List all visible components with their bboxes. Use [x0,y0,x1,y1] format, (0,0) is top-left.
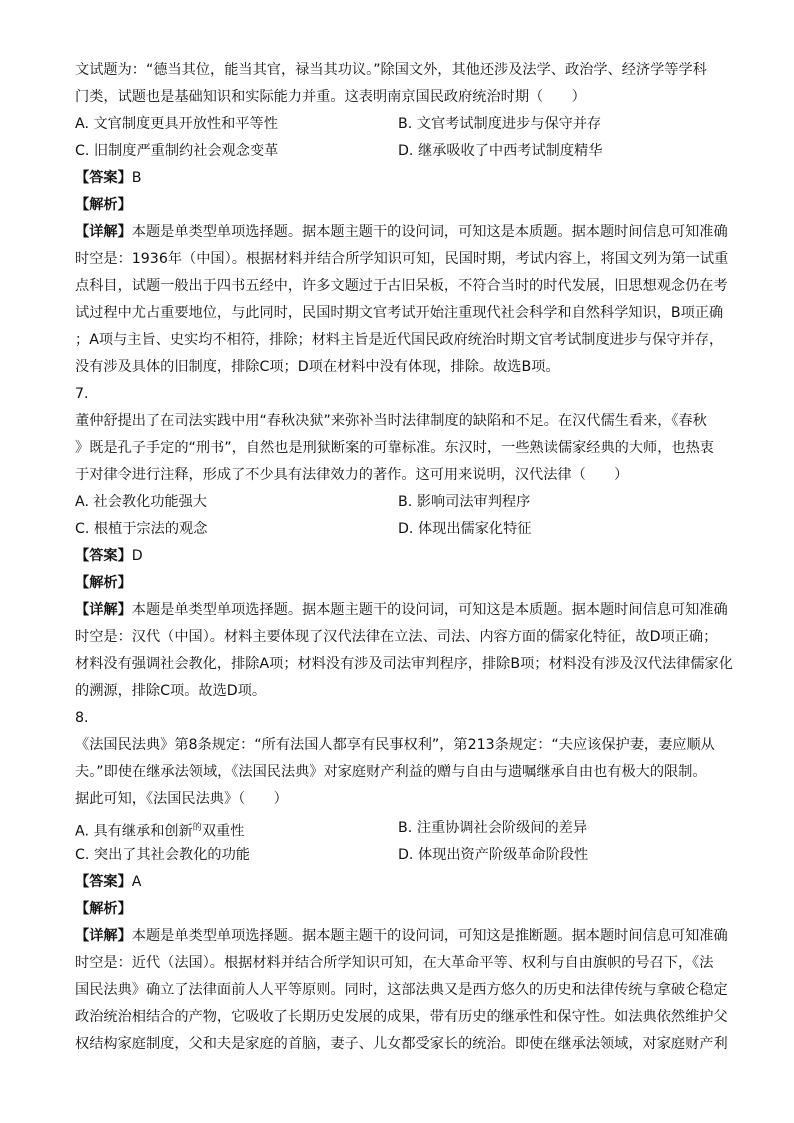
answer-value: D [131,548,143,564]
detail-text: 本题是单类型单项选择题。据本题主题干的设问词，可知这是推断题。据本题时间信息可知准确 [131,928,728,944]
answer-value: A [131,874,142,890]
detail-label: 【详解】 [75,224,132,240]
answer-label: 【答案】 [75,874,132,890]
q8-option-b: B. 注重协调社会阶级间的差异 [398,820,588,836]
detail-text: 本题是单类型单项选择题。据本题主题干的设问词，可知这是本质题。据本题时间信息可知准确 [131,224,728,240]
q6-answer [75,168,142,188]
q8-detail-line-3: 国民法典》确立了法律面前人人平等原则。同时，这部法典又是西方悠久的历史和法律传统与拿破仑稳定 [75,982,728,998]
q8-analysis-label [75,899,132,919]
q6-analysis-label [75,195,132,215]
q7-number: 7. [75,386,89,402]
q8-stem-line-2: 夫。”即使在继承法领域，《法国民法典》对家庭财产利益的赠与自由与遗嘱继承自由也有极大的限制。 [75,764,707,780]
detail-label: 【详解】 [75,928,132,944]
q7-option-d: D. 体现出儒家化特征 [398,521,532,537]
q6-detail-line-4: 试过程中尤占重要地位，与此同时，民国时期文官考试开始注重现代社会科学和自然科学知识，B项正确 [75,305,724,321]
option-a-text-end: 双重性 [201,823,245,840]
answer-value: B [131,170,142,186]
q7-detail-line-3: 材料没有强调社会教化，排除A项；材料没有涉及司法审判程序，排除B项；材料没有涉及汉代法律儒家化 [75,656,733,672]
q6-option-d: D. 继承吸收了中西考试制度精华 [398,143,603,159]
q6-detail-line-5: ；A项与主旨、史实均不相符，排除；材料主旨是近代国民政府统治时期文官考试制度进步与保守并存， [75,332,724,348]
q6-detail-line-6: 没有涉及具体的旧制度，排除C项；D项在材料中没有体现，排除。故选B项。 [75,359,560,375]
q8-detail-line-2: 时空是：近代（法国）。根据材料并结合所学知识可知，在大革命平等、权利与自由旗帜的号召下，《法 [75,955,714,971]
analysis-label: 【解析】 [75,197,132,213]
q7-analysis-label [75,573,132,593]
q7-stem-line-3: 于对律令进行注释，形成了不少具有法律效力的著作。这可用来说明，汉代法律（ ） [75,467,629,483]
q8-option-a [75,818,244,842]
q6-option-c: C. 旧制度严重制约社会观念变革 [75,143,279,159]
q6-detail-line-2: 时空是：1936年（中国）。根据材料并结合所学知识可知，民国时期，考试内容上，将国文列为第一试重 [75,251,729,267]
q7-option-a: A. 社会教化功能强大 [75,494,207,510]
q6-stem-line-2: 门类，试题也是基础知识和实际能力并重。这表明南京国民政府统治时期（ ） [75,89,586,105]
q8-option-d: D. 体现出资产阶级革命阶段性 [398,847,589,863]
q6-detail-line-1 [75,222,728,242]
q8-detail-line-5: 权结构家庭制度，父和夫是家庭的首脑，妻子、儿女都受家长的统治。即使在继承法领域，对家庭财产利 [75,1036,728,1052]
q6-stem-line-1: 文试题为：“德当其位，能当其官，禄当其功议。”除国文外，其他还涉及法学、政治学、经济学等学科 [75,62,707,78]
q7-answer [75,546,143,566]
q7-detail-line-2: 时空是：汉代（中国）。材料主要体现了汉代法律在立法、司法、内容方面的儒家化特征，故D项正确； [75,629,718,645]
answer-label: 【答案】 [75,548,132,564]
analysis-label: 【解析】 [75,575,132,591]
q8-stem-line-1: 《法国民法典》第8条规定：“所有法国人都享有民事权利”，第213条规定：“夫应该保护妻，妻应顺从 [75,737,715,753]
analysis-label: 【解析】 [75,901,132,917]
option-a-text-start: A. 具有继承和创新 [75,823,193,840]
q8-answer [75,872,141,892]
q8-option-c: C. 突出了其社会教化的功能 [75,847,250,863]
q8-number: 8. [75,710,89,726]
q7-option-c: C. 根植于宗法的观念 [75,521,208,537]
q7-detail-line-1 [75,600,728,620]
q7-detail-line-4: 的溯源，排除C项。故选D项。 [75,683,267,699]
q8-stem-line-3: 据此可知，《法国民法典》（ ） [75,791,288,807]
q6-option-b: B. 文官考试制度进步与保守并存 [398,116,602,132]
q7-stem-line-1: 董仲舒提出了在司法实践中用“春秋决狱”来弥补当时法律制度的缺陷和不足。在汉代儒生看来，《春秋 [75,413,707,429]
q6-detail-line-3: 点科目，试题一般出于四书五经中，许多文题过于古旧呆板，不符合当时的时代发展，旧思想观念仍在考 [75,278,728,294]
q6-option-a: A. 文官制度更具开放性和平等性 [75,116,278,132]
q7-option-b: B. 影响司法审判程序 [398,494,531,510]
detail-label: 【详解】 [75,602,132,618]
detail-text: 本题是单类型单项选择题。据本题主题干的设问词，可知这是本质题。据本题时间信息可知准确 [131,602,728,618]
option-a-mark: 的 [192,823,202,833]
q8-detail-line-4: 政治统治相结合的产物，它吸收了长期历史发展的成果，带有历史的继承性和保守性。如法典依然维护父 [75,1009,728,1025]
answer-label: 【答案】 [75,170,132,186]
q8-detail-line-1 [75,926,728,946]
q7-stem-line-2: 》既是孔子手定的“刑书”，自然也是刑狱断案的可靠标准。东汉时，一些熟读儒家经典的大师，也热衷 [75,440,714,456]
